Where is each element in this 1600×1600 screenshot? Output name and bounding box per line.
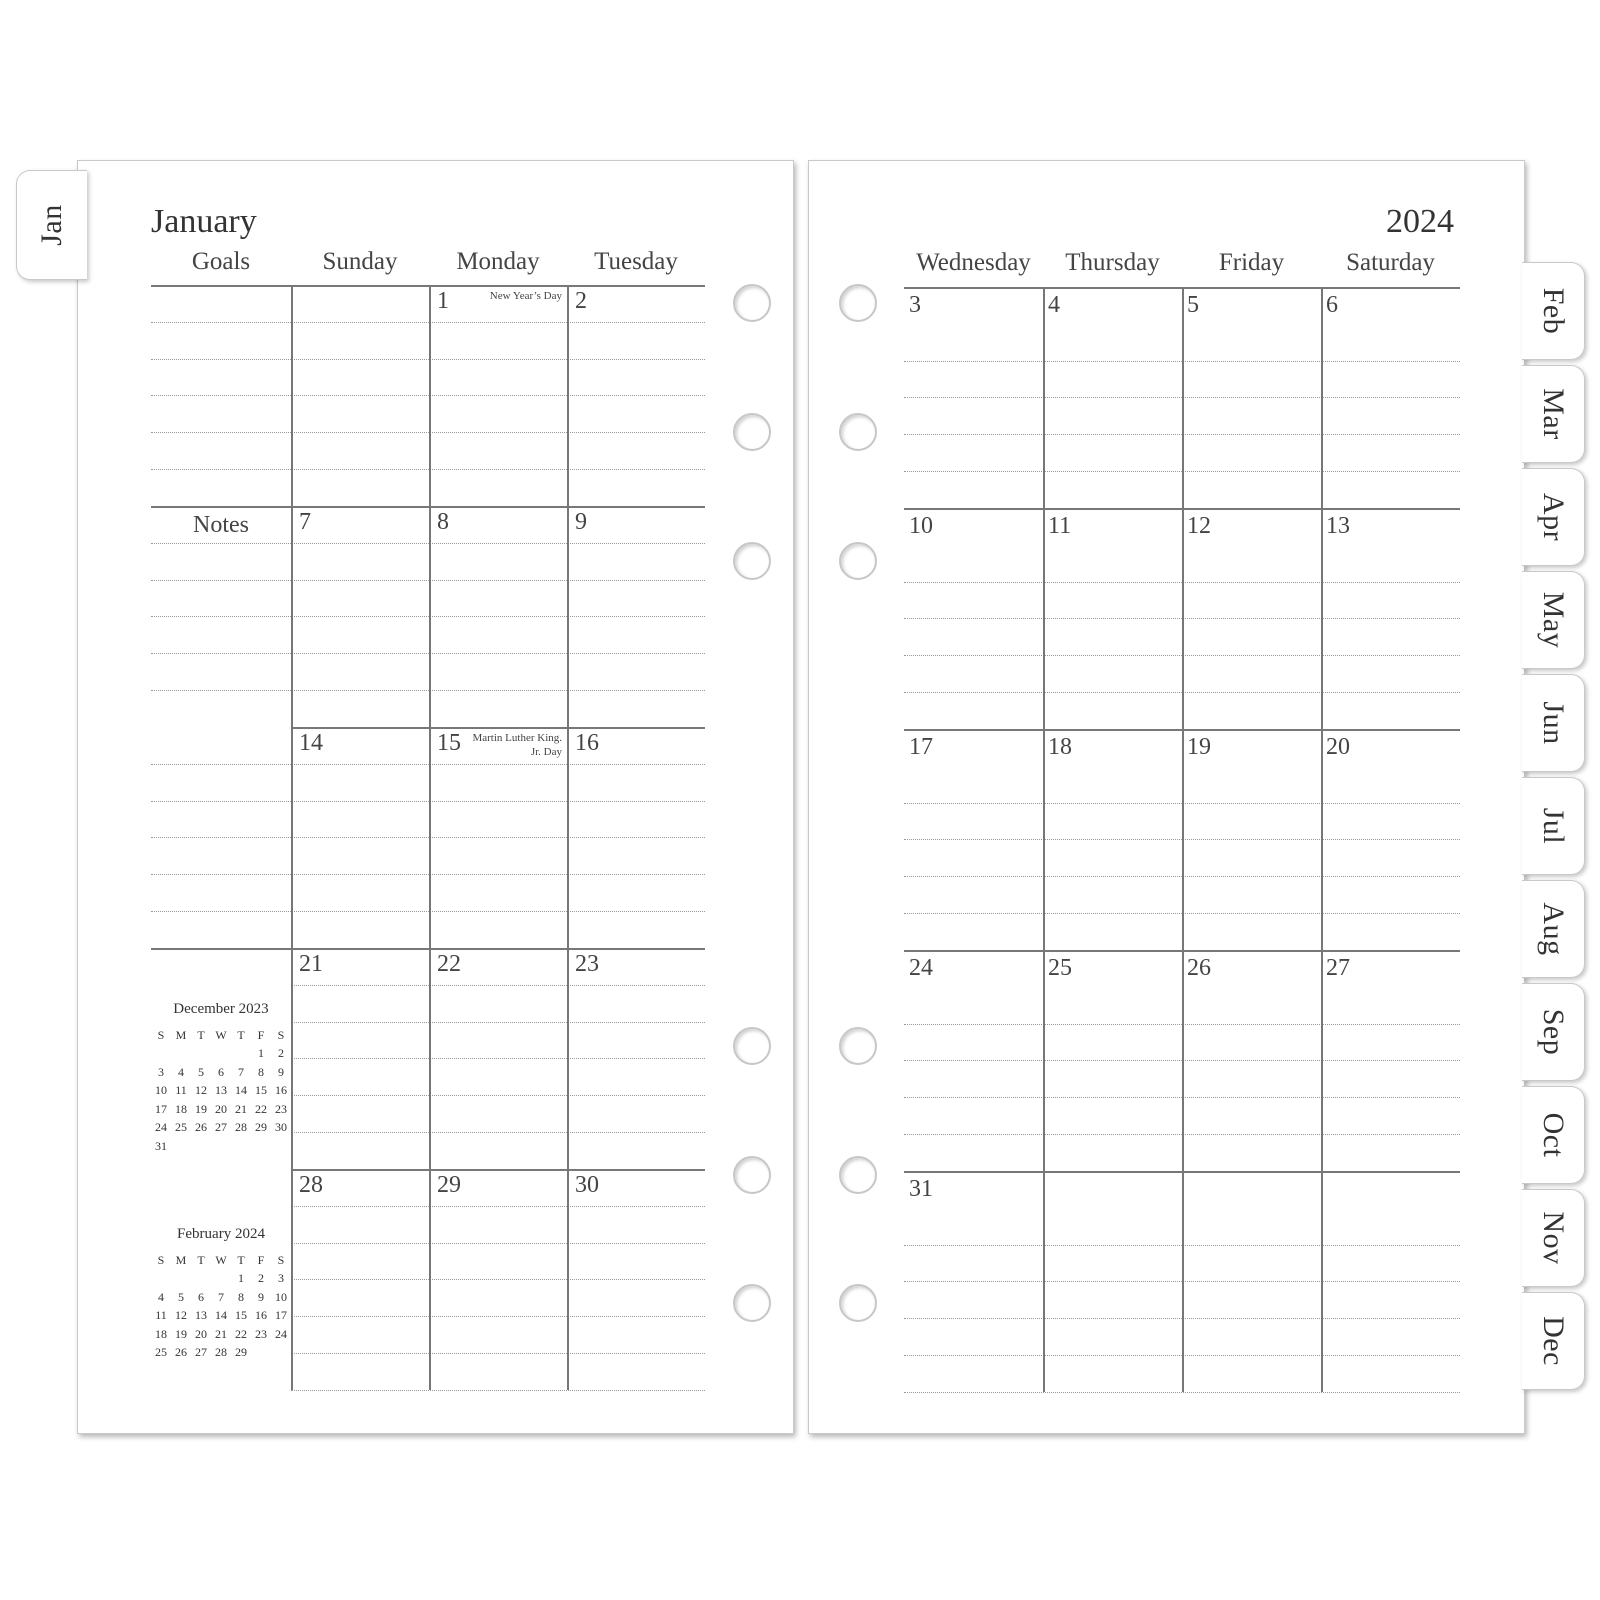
mini-day: 24 [155,1120,167,1134]
binder-hole [733,1284,771,1322]
mini-day: 24 [275,1326,287,1341]
writing-line [291,1022,705,1023]
day-number: 2 [575,288,587,314]
mini-weekday: S [157,1028,165,1042]
col-header-goals: Goals [191,248,251,275]
column-rule [291,285,293,1390]
mini-day: 15 [235,1308,247,1322]
writing-line [151,395,705,396]
tab-label: Aug [1537,902,1570,956]
tab-dec[interactable] [1522,1292,1585,1390]
mini-weekday: S [157,1253,165,1267]
tab-feb[interactable] [1522,262,1585,360]
right-page [808,160,1525,1434]
mini-day: 30 [275,1120,287,1134]
writing-line [291,1353,705,1354]
tab-mar[interactable] [1522,365,1585,463]
mini-day: 23 [275,1101,287,1116]
week-rule [151,506,705,508]
column-rule [567,285,569,1390]
day-number: 19 [1187,734,1211,760]
mini-day: 28 [235,1120,247,1134]
holiday-line: Jr. Day [530,746,562,758]
day-number: 23 [575,951,599,977]
mini-day: 11 [175,1083,187,1097]
tab-label: Dec [1537,1316,1570,1366]
writing-line [291,1058,705,1059]
tab-label: Oct [1537,1112,1570,1158]
day-number: 25 [1048,955,1072,981]
mini-day: 17 [155,1101,167,1116]
mini-weekday: T [197,1253,205,1267]
mini-day: 19 [195,1101,207,1116]
binder-hole [839,284,877,322]
mini-day: 14 [215,1308,227,1322]
tab-sep[interactable] [1522,983,1585,1081]
col-header-tuesday: Tuesday [594,248,678,275]
mini-day: 16 [275,1083,287,1097]
mini-calendar-title: December 2023 [173,1001,269,1017]
mini-day: 5 [178,1289,184,1304]
writing-line [151,322,705,323]
day-number: 21 [299,951,323,977]
mini-day: 11 [155,1308,167,1322]
mini-day: 4 [158,1289,164,1304]
mini-day: 28 [215,1345,227,1359]
mini-day: 1 [258,1046,264,1060]
tab-oct[interactable] [1522,1086,1585,1184]
writing-line [151,543,705,544]
mini-day: 18 [155,1326,167,1341]
tab-label: Apr [1537,492,1570,542]
mini-day: 31 [155,1138,167,1153]
writing-line [151,874,705,875]
mini-day: 23 [255,1326,267,1341]
mini-calendar-title: February 2024 [177,1226,265,1242]
holiday-line: New Year’s Day [489,290,562,302]
day-number: 1 [437,288,449,314]
day-number: 15 [437,730,461,756]
writing-line [151,432,705,433]
day-number: 30 [575,1172,599,1198]
mini-day: 26 [195,1120,207,1134]
mini-day: 1 [238,1271,244,1285]
mini-day: 16 [255,1308,267,1322]
mini-day: 4 [178,1064,184,1079]
binder-hole [839,542,877,580]
mini-day: 25 [155,1345,167,1359]
mini-day: 10 [155,1083,167,1097]
binder-hole [733,1156,771,1194]
writing-line [151,837,705,838]
mini-weekday: F [257,1253,265,1267]
day-number: 5 [1187,292,1199,318]
mini-day: 9 [258,1289,264,1304]
tab-jun[interactable] [1522,674,1585,772]
year-title: 2024 [1386,203,1454,240]
binder-hole [733,284,771,322]
col-header-wednesday: Wednesday [916,249,1031,276]
writing-line [291,1390,705,1391]
writing-line [291,1279,705,1280]
mini-day: 9 [278,1064,284,1079]
month-title: January [151,203,257,240]
tab-label: Jul [1537,807,1570,845]
mini-day: 15 [255,1083,267,1097]
mini-weekday: W [215,1253,227,1267]
holiday-label [469,289,562,303]
binder-hole [839,413,877,451]
mini-day: 21 [235,1101,247,1116]
tab-apr[interactable] [1522,468,1585,566]
binder-hole [733,413,771,451]
writing-line [904,1392,1460,1393]
notes-label: Notes [193,512,249,538]
day-number: 12 [1187,513,1211,539]
col-header-saturday: Saturday [1346,249,1435,276]
day-number: 13 [1326,513,1350,539]
writing-line [151,801,705,802]
column-rule [429,285,431,1390]
binder-hole [839,1156,877,1194]
day-number: 8 [437,509,449,535]
mini-day: 29 [255,1120,267,1134]
day-number: 7 [299,509,311,535]
mini-day: 12 [195,1083,207,1097]
writing-line [151,580,705,581]
header-rule [151,285,705,287]
mini-day: 10 [275,1289,287,1304]
binder-hole [839,1284,877,1322]
mini-weekday: M [175,1253,187,1267]
left-page [77,160,794,1434]
tab-label: Sep [1537,1008,1570,1056]
writing-line [291,1132,705,1133]
writing-line [151,359,705,360]
column-rule [1182,287,1184,1392]
mini-day: 29 [235,1345,247,1359]
column-rule [1321,287,1323,1392]
tab-label: May [1537,591,1570,649]
week-rule [151,948,705,950]
week-rule [291,1169,705,1171]
mini-weekday: T [197,1028,205,1042]
day-number: 3 [909,292,921,318]
day-number: 9 [575,509,587,535]
mini-day: 13 [215,1083,227,1097]
writing-line [291,1206,705,1207]
mini-weekday: S [277,1253,285,1267]
day-number: 16 [575,730,599,756]
mini-day: 12 [175,1308,187,1322]
week-rule [291,727,705,729]
day-number: 22 [437,951,461,977]
writing-line [151,911,705,912]
day-number: 31 [909,1176,933,1202]
holiday-line: Martin Luther King. [472,732,562,744]
mini-day: 14 [235,1083,247,1097]
tab-aug[interactable] [1522,880,1585,978]
writing-line [291,1316,705,1317]
tab-label: Feb [1537,287,1570,335]
mini-day: 7 [238,1064,244,1079]
col-header-friday: Friday [1218,249,1285,276]
mini-day: 2 [278,1046,284,1060]
mini-weekday: S [277,1028,285,1042]
binder-hole [839,1027,877,1065]
mini-weekday: W [215,1028,227,1042]
binder-hole [733,542,771,580]
mini-day: 20 [195,1326,207,1341]
mini-weekday: T [237,1253,245,1267]
day-number: 10 [909,513,933,539]
col-header-sunday: Sunday [322,248,398,275]
tab-jan[interactable] [16,170,87,280]
writing-line [151,690,705,691]
mini-day: 27 [215,1120,227,1134]
mini-day: 2 [258,1271,264,1285]
binder-hole [733,1027,771,1065]
mini-day: 18 [175,1101,187,1116]
day-number: 17 [909,734,933,760]
mini-day: 27 [195,1345,207,1359]
day-number: 24 [909,955,933,981]
mini-day: 8 [238,1289,244,1304]
mini-day: 17 [275,1308,287,1322]
tab-label: Jun [1537,701,1570,745]
writing-line [291,1095,705,1096]
mini-day: 13 [195,1308,207,1322]
mini-day: 3 [158,1064,164,1079]
tab-label: Jan [35,204,68,246]
writing-line [151,616,705,617]
mini-day: 6 [218,1064,224,1079]
mini-day: 20 [215,1101,227,1116]
tab-label: Nov [1537,1211,1570,1265]
tab-label: Mar [1537,388,1570,440]
writing-line [291,985,705,986]
writing-line [151,764,705,765]
mini-day: 6 [198,1289,204,1304]
mini-day: 22 [255,1101,267,1116]
mini-day: 5 [198,1064,204,1079]
mini-weekday: T [237,1028,245,1042]
day-number: 6 [1326,292,1338,318]
day-number: 18 [1048,734,1072,760]
mini-day: 21 [215,1326,227,1341]
mini-weekday: F [257,1028,265,1042]
tab-jul[interactable] [1522,777,1585,875]
day-number: 4 [1048,292,1060,318]
mini-day: 7 [218,1289,224,1304]
col-header-monday: Monday [456,248,540,275]
mini-day: 25 [175,1120,187,1134]
mini-day: 26 [175,1345,187,1359]
col-header-thursday: Thursday [1065,249,1160,276]
day-number: 27 [1326,955,1350,981]
day-number: 29 [437,1172,461,1198]
holiday-label [469,731,562,759]
mini-day: 22 [235,1326,247,1341]
day-number: 14 [299,730,323,756]
day-number: 26 [1187,955,1211,981]
mini-day: 19 [175,1326,187,1341]
tab-may[interactable] [1522,571,1585,669]
day-number: 11 [1048,513,1072,539]
column-rule [1043,287,1045,1392]
writing-line [151,653,705,654]
writing-line [291,1243,705,1244]
tab-nov[interactable] [1522,1189,1585,1287]
mini-day: 8 [258,1064,264,1079]
mini-day: 3 [278,1271,284,1285]
day-number: 20 [1326,734,1350,760]
day-number: 28 [299,1172,323,1198]
mini-weekday: M [175,1028,187,1042]
writing-line [151,469,705,470]
